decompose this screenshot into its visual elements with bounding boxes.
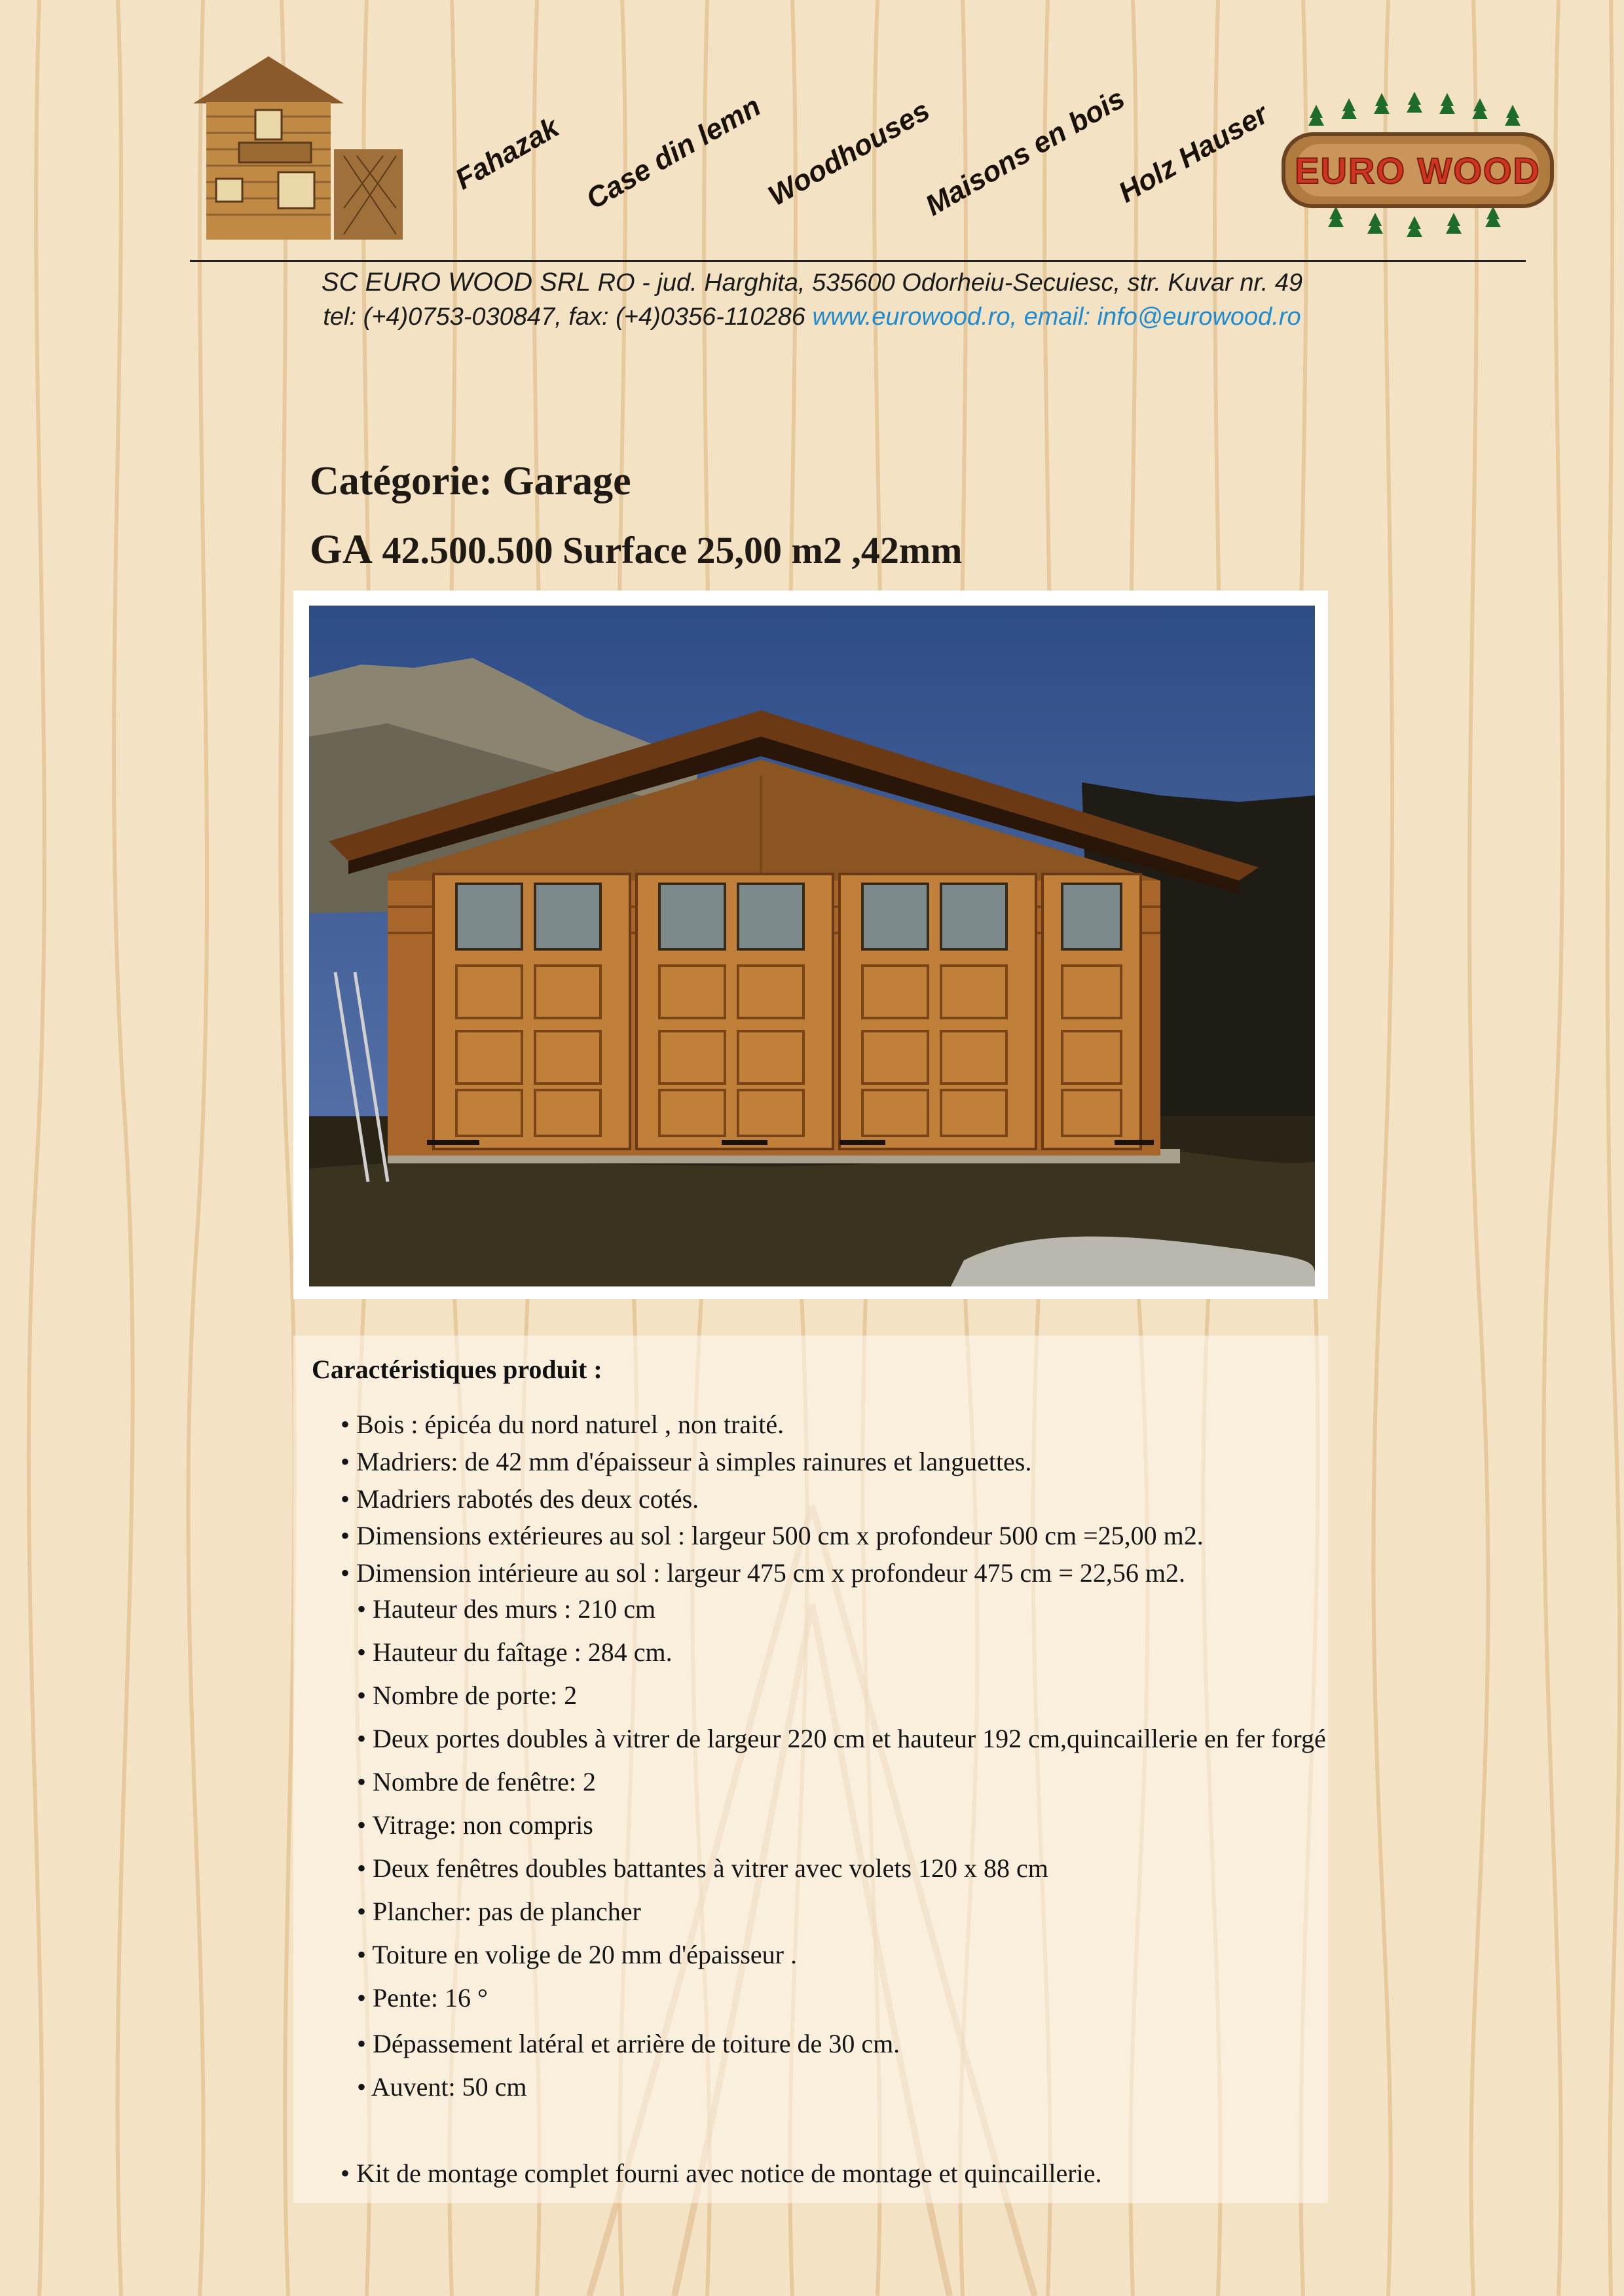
slogan-hungarian: Fahazak xyxy=(450,111,564,196)
feature-item: • Hauteur du faîtage : 284 cm. xyxy=(357,1637,673,1667)
feature-item: • Vitrage: non compris xyxy=(357,1810,593,1840)
feature-item: • Dimensions extérieures au sol : largeur 500 cm x profondeur 500 cm =25,00 m2. xyxy=(341,1521,1204,1550)
slogan-german: Holz Hauser xyxy=(1113,98,1274,210)
company-info xyxy=(0,265,1624,334)
feature-item: • Dépassement latéral et arrière de toiture de 30 cm. xyxy=(357,2029,900,2058)
feature-item: • Pente: 16 ° xyxy=(357,1983,488,2013)
feature-item: • Madriers rabotés des deux cotés. xyxy=(341,1484,699,1514)
feature-item: • Deux fenêtres doubles battantes à vitrer avec volets 120 x 88 cm xyxy=(357,1853,1048,1883)
feature-item: • Hauteur des murs : 210 cm xyxy=(357,1594,656,1624)
feature-item: • Bois : épicéa du nord naturel , non traité. xyxy=(341,1410,784,1439)
web-email-link[interactable]: www.eurowood.ro, email: info@eurowood.ro xyxy=(812,303,1301,331)
product-title xyxy=(310,525,963,574)
feature-item: • Deux portes doubles à vitrer de largeur 220 cm et hauteur 192 cm,quincaillerie en fer forgé xyxy=(357,1724,1326,1753)
feature-item: • Auvent: 50 cm xyxy=(357,2072,527,2102)
feature-item: • Nombre de fenêtre: 2 xyxy=(357,1767,596,1796)
category-title: Catégorie: Garage xyxy=(310,459,631,503)
logo-text: EURO WOOD xyxy=(1295,150,1541,191)
feature-item: • Kit de montage complet fourni avec notice de montage et quincaillerie. xyxy=(341,2159,1102,2188)
slogan-french: Maisons en bois xyxy=(920,82,1130,223)
company-name: SC EURO WOOD SRL xyxy=(321,268,591,297)
feature-item: • Nombre de porte: 2 xyxy=(357,1681,578,1710)
product-code: GA xyxy=(310,526,373,572)
feature-item: • Madriers: de 42 mm d'épaisseur à simples rainures et languettes. xyxy=(341,1447,1032,1476)
slogan-english: Woodhouses xyxy=(763,94,936,213)
garage-photo xyxy=(309,606,1315,1286)
feature-item: • Dimension intérieure au sol : largeur 475 cm x profondeur 475 cm = 22,56 m2. xyxy=(341,1558,1185,1588)
company-contact-line xyxy=(0,300,1624,334)
feature-item: • Plancher: pas de plancher xyxy=(357,1897,641,1926)
product-reference: 42.500.500 Surface 25,00 m2 ,42mm xyxy=(373,529,963,572)
slogan-romanian: Case din lemn xyxy=(581,90,766,216)
header-divider xyxy=(190,260,1526,262)
phone-fax: tel: (+4)0753-030847, fax: (+4)0356-110286 xyxy=(323,303,813,331)
feature-item: • Toiture en volige de 20 mm d'épaisseur . xyxy=(357,1940,797,1969)
log-house-image xyxy=(187,51,429,241)
eurowood-logo xyxy=(1277,85,1559,249)
features-heading: Caractéristiques produit : xyxy=(312,1355,602,1384)
company-address-line xyxy=(0,265,1624,300)
company-address: RO - jud. Harghita, 535600 Odorheiu-Secuiesc, str. Kuvar nr. 49 xyxy=(591,269,1303,297)
